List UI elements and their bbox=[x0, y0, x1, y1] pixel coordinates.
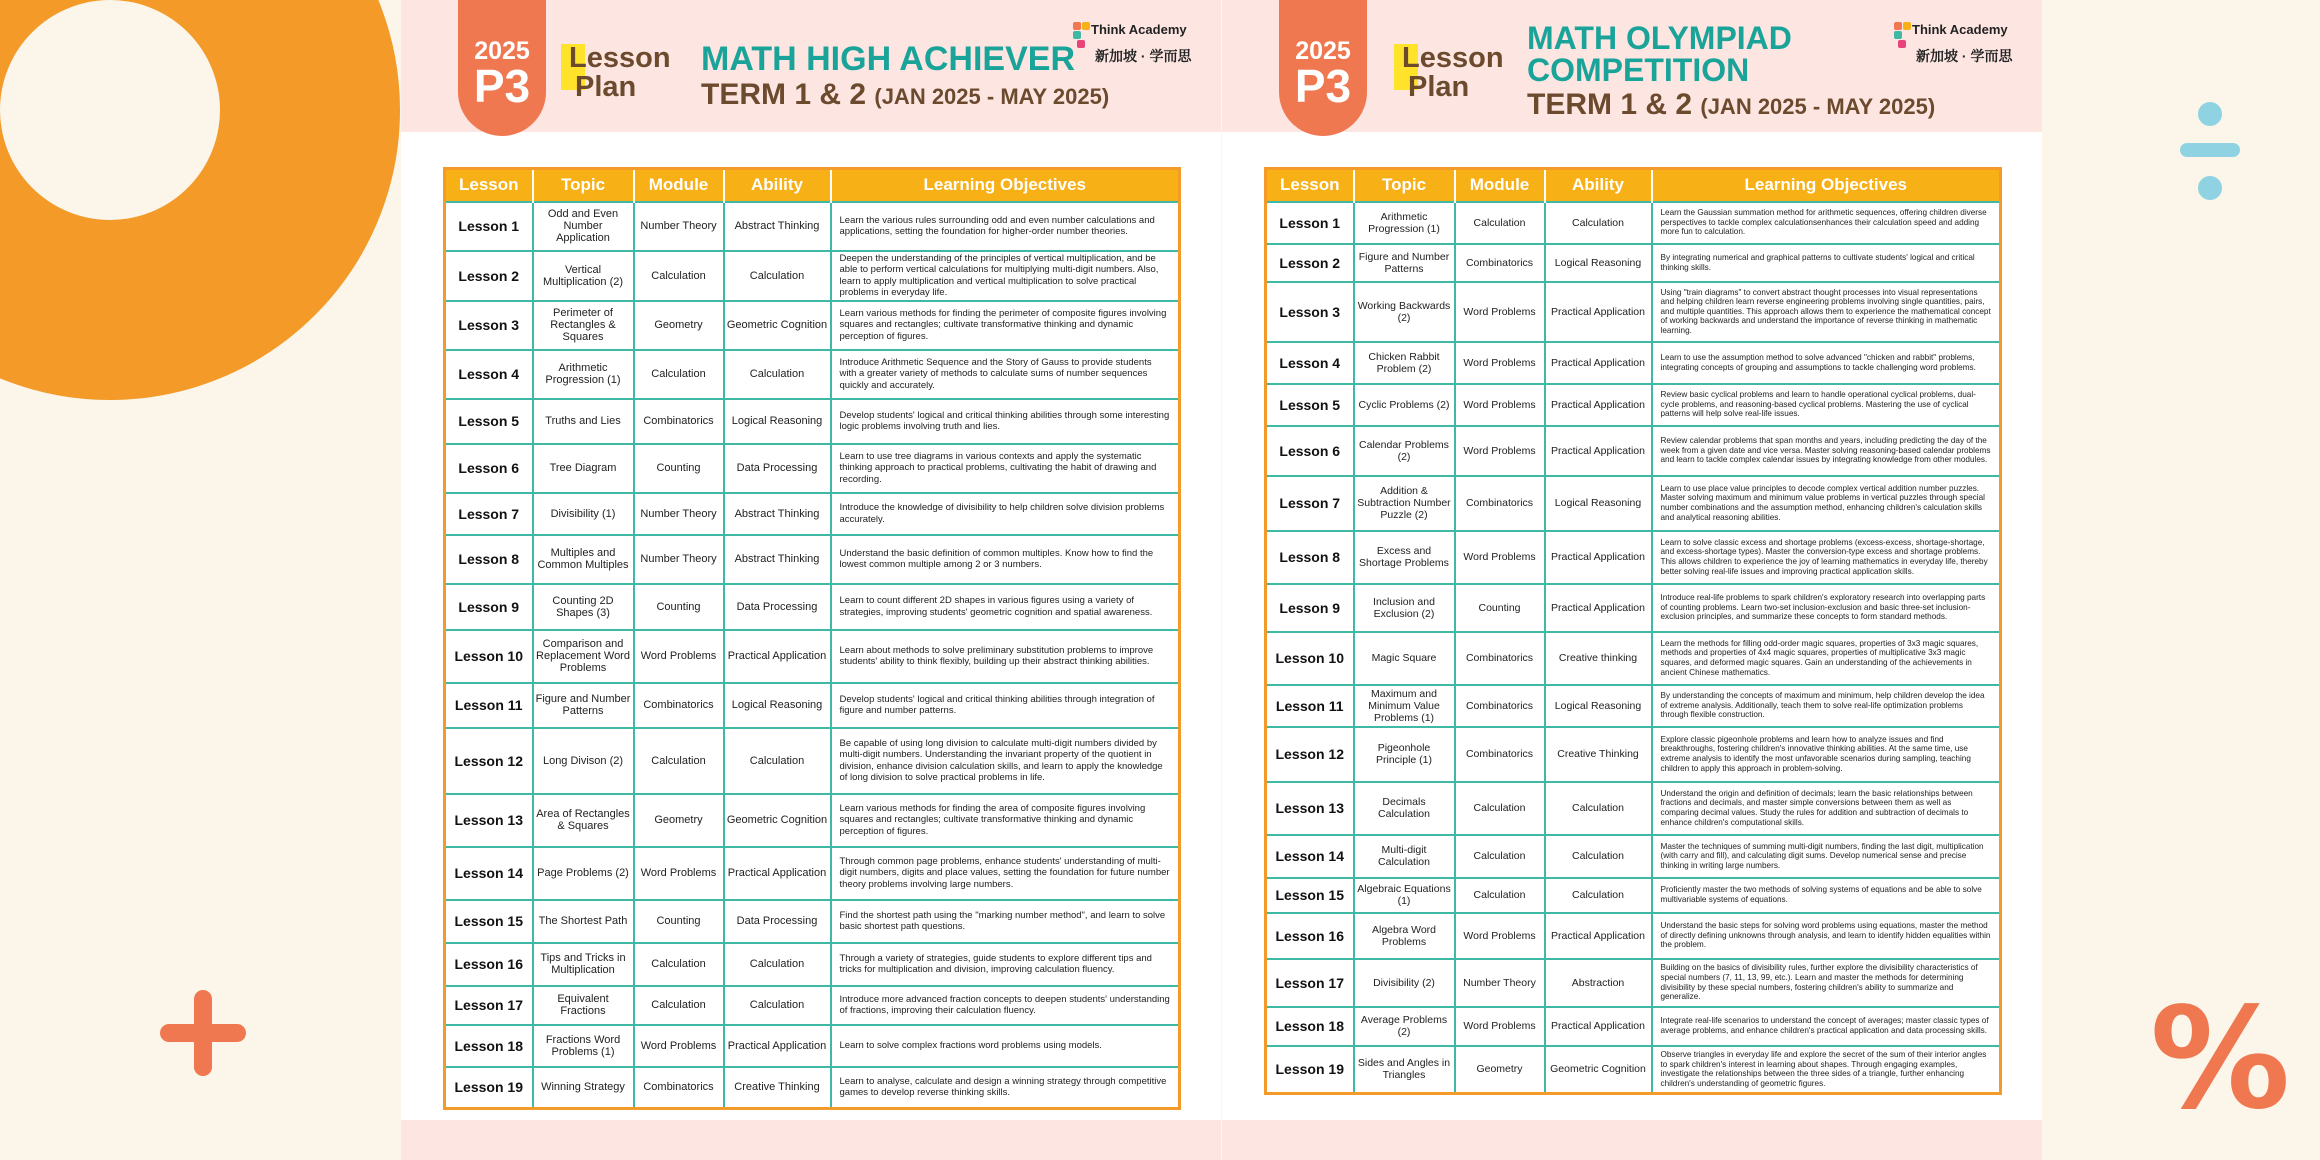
module-cell: Counting bbox=[634, 444, 724, 493]
brand-logo: Think Academy 新加坡 · 学而思 bbox=[1073, 22, 1213, 66]
topic-cell: Maximum and Minimum Value Problems (1) bbox=[1354, 685, 1455, 727]
lesson-cell: Lesson 13 bbox=[445, 794, 533, 847]
ability-cell: Abstraction bbox=[1545, 959, 1652, 1007]
topic-cell: Tree Diagram bbox=[533, 444, 634, 493]
topic-cell: Working Backwards (2) bbox=[1354, 282, 1455, 342]
module-cell: Calculation bbox=[634, 350, 724, 399]
brand-logo: Think Academy 新加坡 · 学而思 bbox=[1894, 22, 2034, 66]
objective-cell: Review calendar problems that span months and years, including predicting the day of the week from a given date and vice versa. Master solving reasoning-based calendar problems and learn to tackle complex calendar issues by integrating knowledge from other modules. bbox=[1652, 426, 2001, 476]
topic-cell: Perimeter of Rectangles & Squares bbox=[533, 301, 634, 350]
plus-icon bbox=[160, 990, 246, 1076]
lesson-cell: Lesson 10 bbox=[445, 630, 533, 683]
column-header-module: Module bbox=[1455, 169, 1545, 202]
column-header-module: Module bbox=[634, 169, 724, 202]
lesson-cell: Lesson 5 bbox=[445, 399, 533, 444]
table-row bbox=[1266, 878, 2001, 913]
objective-cell: Learn the methods for filling odd-order magic squares, properties of 3x3 magic squares, methods and properties of 4x4 magic squares, properties of multiplicative 3x3 magic squares, and deformed magic squares. Gain an understanding of the achievements in ancient Chinese mathematics. bbox=[1652, 632, 2001, 685]
table-row bbox=[1266, 727, 2001, 782]
lesson-table bbox=[443, 167, 1181, 1110]
column-header-objective: Learning Objectives bbox=[831, 169, 1180, 202]
lesson-cell: Lesson 15 bbox=[445, 900, 533, 943]
topic-cell: Equivalent Fractions bbox=[533, 986, 634, 1025]
topic-cell: Multiples and Common Multiples bbox=[533, 535, 634, 584]
table-row bbox=[1266, 913, 2001, 959]
column-header-objective: Learning Objectives bbox=[1652, 169, 2001, 202]
lesson-cell: Lesson 9 bbox=[1266, 584, 1354, 632]
topic-cell: Figure and Number Patterns bbox=[1354, 244, 1455, 282]
objective-cell: Through common page problems, enhance students' understanding of multi-digit numbers, digits and place values, setting the foundation for future number theory problems involving large numbers. bbox=[831, 847, 1180, 900]
lesson-cell: Lesson 8 bbox=[445, 535, 533, 584]
module-cell: Calculation bbox=[634, 728, 724, 794]
lesson-cell: Lesson 6 bbox=[1266, 426, 1354, 476]
lesson-cell: Lesson 4 bbox=[1266, 342, 1354, 384]
objective-cell: Learn about methods to solve preliminary substitution problems to improve students' ability to think flexibly, building up their abstract thinking abilities. bbox=[831, 630, 1180, 683]
ability-cell: Creative Thinking bbox=[1545, 727, 1652, 782]
table-row bbox=[445, 900, 1180, 943]
module-cell: Word Problems bbox=[1455, 384, 1545, 426]
lesson-cell: Lesson 19 bbox=[445, 1067, 533, 1109]
ability-cell: Practical Application bbox=[1545, 342, 1652, 384]
table-row bbox=[1266, 282, 2001, 342]
ability-cell: Calculation bbox=[1545, 835, 1652, 878]
objective-cell: Using "train diagrams" to convert abstract thought processes into visual representations and helping children learn reverse engineering problems involving single quantities, pairs, and multiple quantities. This approach allows them to experience the mathematical concept of working backwards and understand the importance of reverse thinking in mathematic learning. bbox=[1652, 282, 2001, 342]
objective-cell: Learn the Gaussian summation method for arithmetic sequences, offering children diverse perspectives to tackle complex calculationsenhances their calculation speed and adding more fun to calculation. bbox=[1652, 202, 2001, 244]
ability-cell: Practical Application bbox=[1545, 1007, 1652, 1046]
table-row bbox=[1266, 342, 2001, 384]
ability-cell: Geometric Cognition bbox=[724, 301, 831, 350]
lesson-cell: Lesson 2 bbox=[1266, 244, 1354, 282]
table-row bbox=[445, 683, 1180, 728]
panel-footer bbox=[1222, 1120, 2042, 1160]
lesson-cell: Lesson 3 bbox=[1266, 282, 1354, 342]
ability-cell: Practical Application bbox=[1545, 282, 1652, 342]
lesson-cell: Lesson 3 bbox=[445, 301, 533, 350]
grade-label: P3 bbox=[1294, 60, 1352, 112]
ability-cell: Calculation bbox=[724, 251, 831, 301]
lesson-cell: Lesson 17 bbox=[1266, 959, 1354, 1007]
lesson-plan-label: Lesson Plan bbox=[569, 44, 679, 110]
column-header-ability: Ability bbox=[724, 169, 831, 202]
lesson-cell: Lesson 6 bbox=[445, 444, 533, 493]
ability-cell: Practical Application bbox=[1545, 426, 1652, 476]
objective-cell: Understand the basic definition of common multiples. Know how to find the lowest common multiple among 2 or 3 numbers. bbox=[831, 535, 1180, 584]
module-cell: Calculation bbox=[1455, 878, 1545, 913]
divide-icon bbox=[2180, 98, 2240, 208]
module-cell: Word Problems bbox=[1455, 282, 1545, 342]
lesson-cell: Lesson 15 bbox=[1266, 878, 1354, 913]
module-cell: Calculation bbox=[1455, 202, 1545, 244]
column-header-lesson: Lesson bbox=[445, 169, 533, 202]
table-row bbox=[1266, 1046, 2001, 1094]
topic-cell: Calendar Problems (2) bbox=[1354, 426, 1455, 476]
objective-cell: Be capable of using long division to calculate multi-digit numbers divided by multi-digit numbers. Understanding the invariant property of the quotient in division, enhance division calculation skills, and learn to apply the knowledge of long division to solve practical problems in life. bbox=[831, 728, 1180, 794]
objective-cell: Find the shortest path using the "marking number method", and learn to solve basic shortest path questions. bbox=[831, 900, 1180, 943]
ability-cell: Calculation bbox=[724, 728, 831, 794]
ability-cell: Logical Reasoning bbox=[724, 399, 831, 444]
ability-cell: Calculation bbox=[724, 350, 831, 399]
column-header-topic: Topic bbox=[533, 169, 634, 202]
table-row bbox=[445, 301, 1180, 350]
module-cell: Word Problems bbox=[634, 847, 724, 900]
lesson-cell: Lesson 12 bbox=[445, 728, 533, 794]
module-cell: Geometry bbox=[634, 301, 724, 350]
module-cell: Geometry bbox=[1455, 1046, 1545, 1094]
table-row bbox=[445, 1025, 1180, 1067]
ability-cell: Calculation bbox=[724, 943, 831, 986]
table-row bbox=[445, 630, 1180, 683]
lesson-cell: Lesson 9 bbox=[445, 584, 533, 630]
topic-cell: Long Divison (2) bbox=[533, 728, 634, 794]
lesson-cell: Lesson 16 bbox=[1266, 913, 1354, 959]
ability-cell: Calculation bbox=[1545, 202, 1652, 244]
topic-cell: Sides and Angles in Triangles bbox=[1354, 1046, 1455, 1094]
ability-cell: Practical Application bbox=[1545, 531, 1652, 584]
table-row bbox=[1266, 959, 2001, 1007]
table-row bbox=[445, 251, 1180, 301]
module-cell: Word Problems bbox=[1455, 426, 1545, 476]
ability-cell: Practical Application bbox=[724, 1025, 831, 1067]
lesson-table bbox=[1264, 167, 2002, 1095]
lesson-cell: Lesson 14 bbox=[445, 847, 533, 900]
topic-cell: Cyclic Problems (2) bbox=[1354, 384, 1455, 426]
objective-cell: Learn various methods for finding the area of composite figures involving squares and rectangles; cultivate transformative thinking and dynamic perception of figures. bbox=[831, 794, 1180, 847]
ability-cell: Logical Reasoning bbox=[1545, 685, 1652, 727]
grade-tab bbox=[1279, 0, 1367, 136]
ability-cell: Logical Reasoning bbox=[1545, 244, 1652, 282]
module-cell: Word Problems bbox=[1455, 531, 1545, 584]
topic-cell: Addition & Subtraction Number Puzzle (2) bbox=[1354, 476, 1455, 531]
objective-cell: Deepen the understanding of the principles of vertical multiplication, and be able to perform vertical calculations for multiplying multi-digit numbers. Also, learn to apply multiplication and vertical multiplication to solve practical problems in everyday life. bbox=[831, 251, 1180, 301]
objective-cell: Learn various methods for finding the perimeter of composite figures involving squares and rectangles; cultivate transformative thinking and dynamic perception of figures. bbox=[831, 301, 1180, 350]
topic-cell: Area of Rectangles & Squares bbox=[533, 794, 634, 847]
objective-cell: Explore classic pigeonhole problems and learn how to analyze issues and find breakthroughs, fostering children's innovative thinking abilities. At the same time, use extreme analysis to identify the most unfavorable scenarios during sampling, teaching children to apply this approach in problem-solving. bbox=[1652, 727, 2001, 782]
lesson-cell: Lesson 11 bbox=[445, 683, 533, 728]
module-cell: Word Problems bbox=[634, 630, 724, 683]
topic-cell: Average Problems (2) bbox=[1354, 1007, 1455, 1046]
module-cell: Word Problems bbox=[1455, 342, 1545, 384]
ability-cell: Data Processing bbox=[724, 900, 831, 943]
term-title: TERM 1 & 2 (JAN 2025 - MAY 2025) bbox=[701, 78, 1110, 111]
lesson-cell: Lesson 8 bbox=[1266, 531, 1354, 584]
module-cell: Combinatorics bbox=[634, 1067, 724, 1109]
module-cell: Calculation bbox=[634, 986, 724, 1025]
module-cell: Number Theory bbox=[634, 535, 724, 584]
table-row bbox=[445, 1067, 1180, 1109]
think-academy-logo-icon bbox=[1073, 22, 1091, 50]
lesson-cell: Lesson 4 bbox=[445, 350, 533, 399]
topic-cell: Tips and Tricks in Multiplication bbox=[533, 943, 634, 986]
topic-cell: Odd and Even Number Application bbox=[533, 202, 634, 251]
module-cell: Word Problems bbox=[634, 1025, 724, 1067]
topic-cell: Decimals Calculation bbox=[1354, 782, 1455, 835]
ability-cell: Logical Reasoning bbox=[1545, 476, 1652, 531]
column-header-ability: Ability bbox=[1545, 169, 1652, 202]
objective-cell: Integrate real-life scenarios to understand the concept of averages; master classic types of average problems, and enhance children's practical application and data processing skills. bbox=[1652, 1007, 2001, 1046]
lesson-cell: Lesson 16 bbox=[445, 943, 533, 986]
panel-footer bbox=[401, 1120, 1221, 1160]
objective-cell: Observe triangles in everyday life and explore the secret of the sum of their interior angles to spark children's interest in learning about shapes. Through engaging examples, investigate the relationships between the three sides of a triangle, further enhancing children's understanding of geometric figures. bbox=[1652, 1046, 2001, 1094]
objective-cell: Introduce the knowledge of divisibility to help children solve division problems accurately. bbox=[831, 493, 1180, 535]
topic-cell: Fractions Word Problems (1) bbox=[533, 1025, 634, 1067]
topic-cell: Inclusion and Exclusion (2) bbox=[1354, 584, 1455, 632]
topic-cell: Multi-digit Calculation bbox=[1354, 835, 1455, 878]
objective-cell: Learn to use the assumption method to solve advanced "chicken and rabbit" problems, integrating concepts of grouping and assumptions to tackle challenging word problems. bbox=[1652, 342, 2001, 384]
topic-cell: Truths and Lies bbox=[533, 399, 634, 444]
lesson-cell: Lesson 1 bbox=[445, 202, 533, 251]
lesson-cell: Lesson 11 bbox=[1266, 685, 1354, 727]
ability-cell: Calculation bbox=[1545, 878, 1652, 913]
table-row bbox=[1266, 202, 2001, 244]
lesson-cell: Lesson 18 bbox=[1266, 1007, 1354, 1046]
objective-cell: Review basic cyclical problems and learn to handle operational cyclical problems, dual-cycle problems, and reasoning-based cyclical problems. Mastering the use of cyclical patterns will help solve real-life issues. bbox=[1652, 384, 2001, 426]
grade-label: P3 bbox=[473, 60, 531, 112]
objective-cell: Proficiently master the two methods of solving systems of equations and be able to solve multivariable systems of equations. bbox=[1652, 878, 2001, 913]
topic-cell: Magic Square bbox=[1354, 632, 1455, 685]
lesson-cell: Lesson 5 bbox=[1266, 384, 1354, 426]
ability-cell: Creative thinking bbox=[1545, 632, 1652, 685]
module-cell: Calculation bbox=[634, 943, 724, 986]
ability-cell: Abstract Thinking bbox=[724, 202, 831, 251]
module-cell: Counting bbox=[1455, 584, 1545, 632]
column-header-lesson: Lesson bbox=[1266, 169, 1354, 202]
lesson-plan-high-achiever bbox=[401, 0, 1221, 1160]
lesson-cell: Lesson 14 bbox=[1266, 835, 1354, 878]
objective-cell: Learn the various rules surrounding odd and even number calculations and applications, setting the foundation for higher-order number theories. bbox=[831, 202, 1180, 251]
topic-cell: The Shortest Path bbox=[533, 900, 634, 943]
topic-cell: Arithmetic Progression (1) bbox=[1354, 202, 1455, 244]
topic-cell: Divisibility (2) bbox=[1354, 959, 1455, 1007]
objective-cell: Learn to solve classic excess and shortage problems (excess-excess, shortage-shortage, and excess-shortage types). Master the conversion-type excess and shortage problems. This allows children to experience the joy of learning mathematics in everyday life, thereby better solving real-life issues and improving practical application skills. bbox=[1652, 531, 2001, 584]
lesson-cell: Lesson 17 bbox=[445, 986, 533, 1025]
table-row bbox=[1266, 835, 2001, 878]
objective-cell: Understand the basic steps for solving word problems using equations, master the method of directly defining unknowns through analysis, and learn to identify hidden equalities within the problem. bbox=[1652, 913, 2001, 959]
objective-cell: Introduce Arithmetic Sequence and the Story of Gauss to provide students with a greater variety of methods to calculate sums of number sequences quickly and accurately. bbox=[831, 350, 1180, 399]
module-cell: Combinatorics bbox=[1455, 727, 1545, 782]
ability-cell: Calculation bbox=[724, 986, 831, 1025]
table-row bbox=[445, 943, 1180, 986]
table-row bbox=[445, 399, 1180, 444]
topic-cell: Algebra Word Problems bbox=[1354, 913, 1455, 959]
topic-cell: Pigeonhole Principle (1) bbox=[1354, 727, 1455, 782]
module-cell: Combinatorics bbox=[634, 683, 724, 728]
page-title: MATH OLYMPIAD COMPETITION bbox=[1527, 20, 1792, 88]
objective-cell: Learn to use tree diagrams in various contexts and apply the systematic thinking approach to practical problems, cultivating the habit of drawing and recording. bbox=[831, 444, 1180, 493]
objective-cell: Introduce more advanced fraction concepts to deepen students' understanding of fractions, improving their calculation fluency. bbox=[831, 986, 1180, 1025]
lesson-cell: Lesson 2 bbox=[445, 251, 533, 301]
table-row bbox=[1266, 531, 2001, 584]
topic-cell: Excess and Shortage Problems bbox=[1354, 531, 1455, 584]
orange-arc-decoration bbox=[0, 0, 400, 400]
lesson-cell: Lesson 18 bbox=[445, 1025, 533, 1067]
ability-cell: Practical Application bbox=[1545, 384, 1652, 426]
table-row bbox=[445, 986, 1180, 1025]
table-row bbox=[1266, 782, 2001, 835]
objective-cell: Understand the origin and definition of decimals; learn the basic relationships between fractions and decimals, and master simple conversions between them as well as comparing decimal values. Study the rules for addition and subtraction of decimals to enhance children's computational skills. bbox=[1652, 782, 2001, 835]
ability-cell: Abstract Thinking bbox=[724, 493, 831, 535]
module-cell: Geometry bbox=[634, 794, 724, 847]
objective-cell: Learn to use place value principles to decode complex vertical addition number puzzles. Master solving maximum and minimum value problems in vertical puzzles through special number combinations and the assumption method, enhancing children's calculation skills and analytical reasoning abilities. bbox=[1652, 476, 2001, 531]
lesson-plan-olympiad bbox=[1222, 0, 2042, 1160]
topic-cell: Divisibility (1) bbox=[533, 493, 634, 535]
topic-cell: Comparison and Replacement Word Problems bbox=[533, 630, 634, 683]
table-row bbox=[445, 202, 1180, 251]
module-cell: Number Theory bbox=[634, 493, 724, 535]
topic-cell: Figure and Number Patterns bbox=[533, 683, 634, 728]
lesson-cell: Lesson 13 bbox=[1266, 782, 1354, 835]
objective-cell: Learn to count different 2D shapes in various figures using a variety of strategies, improving students' geometric cognition and spatial awareness. bbox=[831, 584, 1180, 630]
module-cell: Combinatorics bbox=[1455, 632, 1545, 685]
module-cell: Combinatorics bbox=[1455, 244, 1545, 282]
lesson-plan-label: Lesson Plan bbox=[1402, 44, 1512, 110]
year-label: 2025 bbox=[474, 37, 530, 65]
table-row bbox=[1266, 384, 2001, 426]
table-row bbox=[1266, 244, 2001, 282]
topic-cell: Chicken Rabbit Problem (2) bbox=[1354, 342, 1455, 384]
module-cell: Word Problems bbox=[1455, 913, 1545, 959]
table-row bbox=[1266, 1007, 2001, 1046]
lesson-cell: Lesson 12 bbox=[1266, 727, 1354, 782]
percent-icon: % bbox=[2150, 978, 2291, 1141]
table-row bbox=[1266, 632, 2001, 685]
table-row bbox=[1266, 476, 2001, 531]
term-title: TERM 1 & 2 (JAN 2025 - MAY 2025) bbox=[1527, 88, 1936, 121]
ability-cell: Practical Application bbox=[724, 630, 831, 683]
ability-cell: Creative Thinking bbox=[724, 1067, 831, 1109]
ability-cell: Calculation bbox=[1545, 782, 1652, 835]
module-cell: Calculation bbox=[1455, 835, 1545, 878]
module-cell: Number Theory bbox=[1455, 959, 1545, 1007]
column-header-topic: Topic bbox=[1354, 169, 1455, 202]
ability-cell: Data Processing bbox=[724, 444, 831, 493]
topic-cell: Vertical Multiplication (2) bbox=[533, 251, 634, 301]
objective-cell: By understanding the concepts of maximum and minimum, help children develop the idea of extreme analysis. Additionally, teach them to solve real-life optimization problems through flexible construction. bbox=[1652, 685, 2001, 727]
module-cell: Counting bbox=[634, 900, 724, 943]
module-cell: Calculation bbox=[1455, 782, 1545, 835]
ability-cell: Practical Application bbox=[1545, 913, 1652, 959]
table-row bbox=[445, 493, 1180, 535]
ability-cell: Abstract Thinking bbox=[724, 535, 831, 584]
lesson-cell: Lesson 19 bbox=[1266, 1046, 1354, 1094]
table-row bbox=[445, 444, 1180, 493]
think-academy-logo-icon bbox=[1894, 22, 1912, 50]
module-cell: Combinatorics bbox=[1455, 685, 1545, 727]
module-cell: Word Problems bbox=[1455, 1007, 1545, 1046]
grade-tab bbox=[458, 0, 546, 136]
table-row bbox=[1266, 426, 2001, 476]
ability-cell: Geometric Cognition bbox=[724, 794, 831, 847]
ability-cell: Practical Application bbox=[724, 847, 831, 900]
ability-cell: Logical Reasoning bbox=[724, 683, 831, 728]
ability-cell: Geometric Cognition bbox=[1545, 1046, 1652, 1094]
table-row bbox=[445, 794, 1180, 847]
table-row bbox=[445, 584, 1180, 630]
year-label: 2025 bbox=[1295, 37, 1351, 65]
table-row bbox=[445, 535, 1180, 584]
lesson-cell: Lesson 1 bbox=[1266, 202, 1354, 244]
objective-cell: Learn to solve complex fractions word problems using models. bbox=[831, 1025, 1180, 1067]
objective-cell: Through a variety of strategies, guide students to explore different tips and tricks for multiplication and division, improving calculation fluency. bbox=[831, 943, 1180, 986]
table-row bbox=[445, 350, 1180, 399]
topic-cell: Algebraic Equations (1) bbox=[1354, 878, 1455, 913]
topic-cell: Winning Strategy bbox=[533, 1067, 634, 1109]
objective-cell: Learn to analyse, calculate and design a winning strategy through competitive games to develop reverse thinking skills. bbox=[831, 1067, 1180, 1109]
objective-cell: Develop students' logical and critical thinking abilities through integration of figure and number patterns. bbox=[831, 683, 1180, 728]
table-row bbox=[445, 728, 1180, 794]
module-cell: Combinatorics bbox=[634, 399, 724, 444]
objective-cell: Master the techniques of summing multi-digit numbers, finding the last digit, multiplication (with carry and fill), and calculating digit sums. Develop numerical sense and precise thinking in writing large numbers. bbox=[1652, 835, 2001, 878]
objective-cell: Building on the basics of divisibility rules, further explore the divisibility characteristics of special numbers (7, 11, 13, 99, etc.). Learn and master the methods for determining divisibility by these special numbers, fostering children's ability to summarize and generalize. bbox=[1652, 959, 2001, 1007]
table-row bbox=[1266, 685, 2001, 727]
table-row bbox=[1266, 584, 2001, 632]
module-cell: Counting bbox=[634, 584, 724, 630]
ability-cell: Data Processing bbox=[724, 584, 831, 630]
topic-cell: Arithmetic Progression (1) bbox=[533, 350, 634, 399]
lesson-cell: Lesson 7 bbox=[445, 493, 533, 535]
topic-cell: Page Problems (2) bbox=[533, 847, 634, 900]
objective-cell: By integrating numerical and graphical patterns to cultivate students' logical and critical thinking skills. bbox=[1652, 244, 2001, 282]
lesson-cell: Lesson 7 bbox=[1266, 476, 1354, 531]
module-cell: Combinatorics bbox=[1455, 476, 1545, 531]
objective-cell: Develop students' logical and critical thinking abilities through some interesting logic problems involving truth and lies. bbox=[831, 399, 1180, 444]
lesson-cell: Lesson 10 bbox=[1266, 632, 1354, 685]
table-row bbox=[445, 847, 1180, 900]
module-cell: Number Theory bbox=[634, 202, 724, 251]
page-title: MATH HIGH ACHIEVER bbox=[701, 40, 1075, 78]
topic-cell: Counting 2D Shapes (3) bbox=[533, 584, 634, 630]
ability-cell: Practical Application bbox=[1545, 584, 1652, 632]
module-cell: Calculation bbox=[634, 251, 724, 301]
objective-cell: Introduce real-life problems to spark children's exploratory research into overlapping parts of counting problems. Learn two-set inclusion-exclusion and basic three-set inclusion-exclusion principles, and summarize these concepts to form standard methods. bbox=[1652, 584, 2001, 632]
